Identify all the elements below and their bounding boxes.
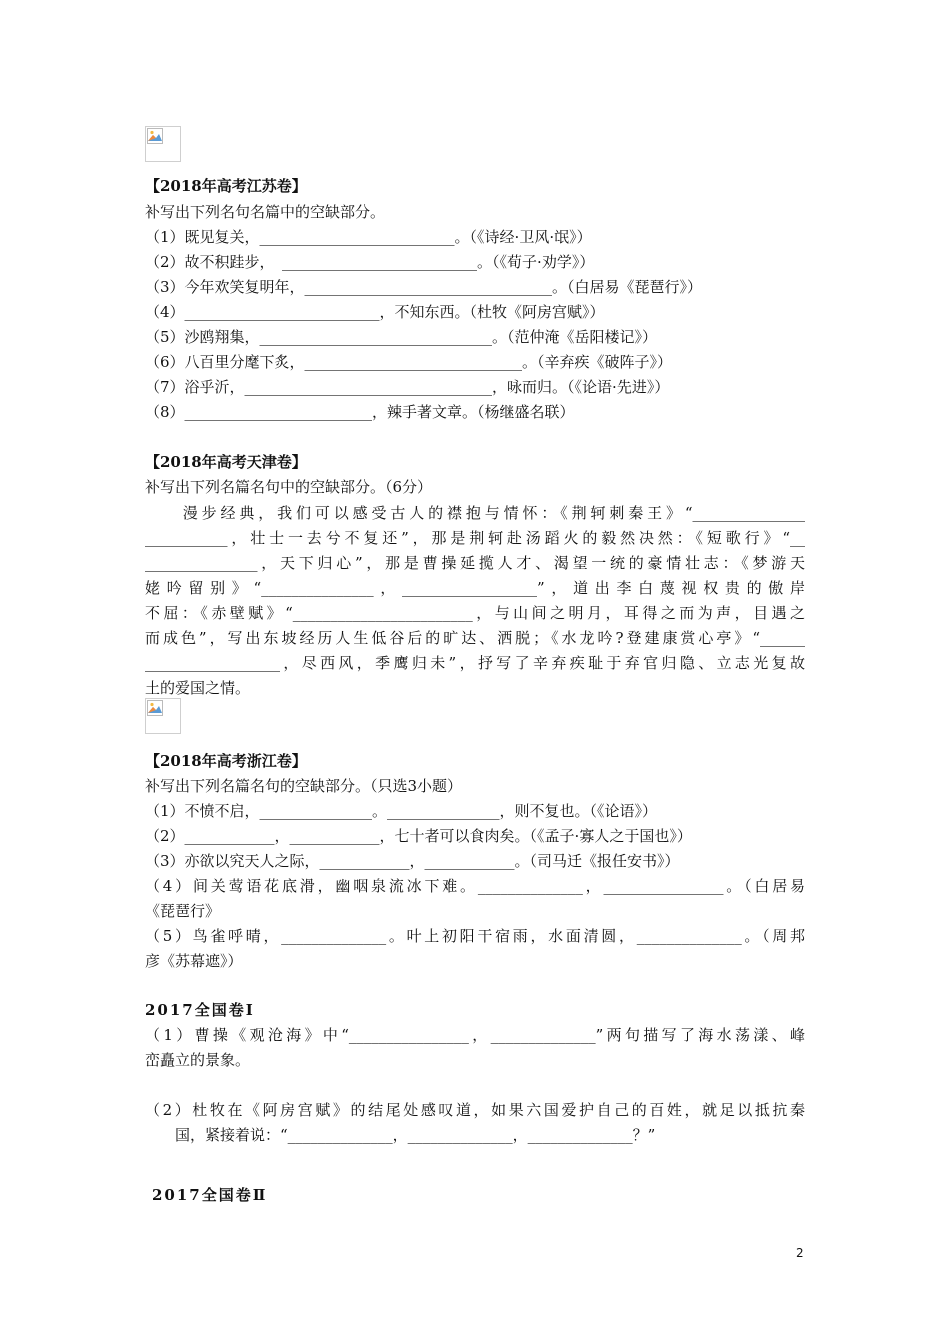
jiangsu-item-4: （4）__________________________，不知东西。（杜牧《阿房宫赋》） <box>145 303 605 321</box>
tianjin-instruction: 补写出下列名篇名句中的空缺部分。（6分） <box>145 478 433 496</box>
tianjin-line-3: _______________，天下归心”，那是曹操延揽人才、渴望一统的豪情壮志：《梦游天 <box>145 554 805 572</box>
jiangsu-item-8: （8）_________________________，辣手著文章。（杨继盛名联） <box>145 403 575 421</box>
national1-q2-line-1: （2）杜牧在《阿房宫赋》的结尾处感叹道，如果六国爱护自己的百姓，就足以抵抗秦 <box>145 1101 805 1119</box>
tianjin-line-6: 而成色”，写出东坡经历人生低谷后的旷达、洒脱；《水龙吟?登建康赏心亭》“______ <box>145 629 805 647</box>
tianjin-line-7: __________________，尽西风，季鹰归未”，抒写了辛弃疾耻于弃官归隐、立志光复故 <box>145 654 805 672</box>
national1-line-1: （1）曹操《观沧海》中“________________，______________”两句描写了海水荡漾、峰 <box>145 1026 805 1044</box>
zhejiang-instruction: 补写出下列名篇名句的空缺部分。（只选3小题） <box>145 777 463 795</box>
jiangsu-item-1: （1）既见复关，__________________________。（《诗经·卫风·氓》） <box>145 228 592 246</box>
zhejiang-line-7: 彦《苏幕遮》） <box>145 952 243 970</box>
zhejiang-line-5: 《琵琶行》 <box>145 902 221 920</box>
image-placeholder <box>145 126 181 162</box>
tianjin-line-4: 姥吟留别》“_______________，__________________”，道出李白蔑视权贵的傲岸 <box>145 579 805 597</box>
broken-image-icon <box>147 700 163 716</box>
tianjin-title: 【2018年高考天津卷】 <box>145 453 307 471</box>
zhejiang-title: 【2018年高考浙江卷】 <box>145 752 307 770</box>
national1-line-2: 峦矗立的景象。 <box>145 1051 251 1069</box>
tianjin-line-5: 不屈：《赤壁赋》“________________________，与山间之明月，耳得之而为声，目遇之 <box>145 604 805 622</box>
national1-title: 2017全国卷Ⅰ <box>145 1001 255 1019</box>
jiangsu-item-6: （6）八百里分麾下炙，_____________________________。（辛弃疾《破阵子》） <box>145 353 673 371</box>
page-number: 2 <box>796 1246 804 1260</box>
jiangsu-item-7: （7）浴乎沂，_________________________________，咏而归。（《论语·先进》） <box>145 378 670 396</box>
jiangsu-item-2: （2）故不积跬步， __________________________。（《荀子·劝学》） <box>145 253 595 271</box>
zhejiang-line-1: （1）不愤不启，_______________。_______________，则不复也。（《论语》） <box>145 802 658 820</box>
national1-q2-line-2: 国，紧接着说：“______________，______________，______________？” <box>145 1126 656 1144</box>
tianjin-line-1: 漫步经典，我们可以感受古人的襟抱与情怀：《荆轲刺秦王》“_______________ <box>145 504 805 522</box>
broken-image-icon <box>147 128 163 144</box>
image-placeholder <box>145 698 181 734</box>
jiangsu-title: 【2018年高考江苏卷】 <box>145 177 307 195</box>
jiangsu-item-5: （5）沙鸥翔集，_______________________________。（范仲淹《岳阳楼记》） <box>145 328 658 346</box>
zhejiang-line-3: （3）亦欲以究天人之际，____________，____________。（司马迁《报任安书》） <box>145 852 680 870</box>
zhejiang-line-2: （2）____________，____________，七十者可以食肉矣。（《孟子·寡人之于国也》） <box>145 827 692 845</box>
national2-title: 2017全国卷Ⅱ <box>152 1186 268 1204</box>
zhejiang-line-4: （4）间关莺语花底滑，幽咽泉流冰下难。______________，________________。（白居易 <box>145 877 805 895</box>
zhejiang-line-6: （5）鸟雀呼晴，______________。叶上初阳干宿雨，水面清圆，______________。（周邦 <box>145 927 805 945</box>
jiangsu-item-3: （3）今年欢笑复明年，_________________________________。（白居易《琵琶行》） <box>145 278 703 296</box>
jiangsu-instruction: 补写出下列名句名篇中的空缺部分。 <box>145 203 386 221</box>
tianjin-line-2: ___________，壮士一去兮不复还”，那是荆轲赴汤蹈火的毅然决然：《短歌行》“__ <box>145 529 805 547</box>
tianjin-line-8: 土的爱国之情。 <box>145 679 251 697</box>
